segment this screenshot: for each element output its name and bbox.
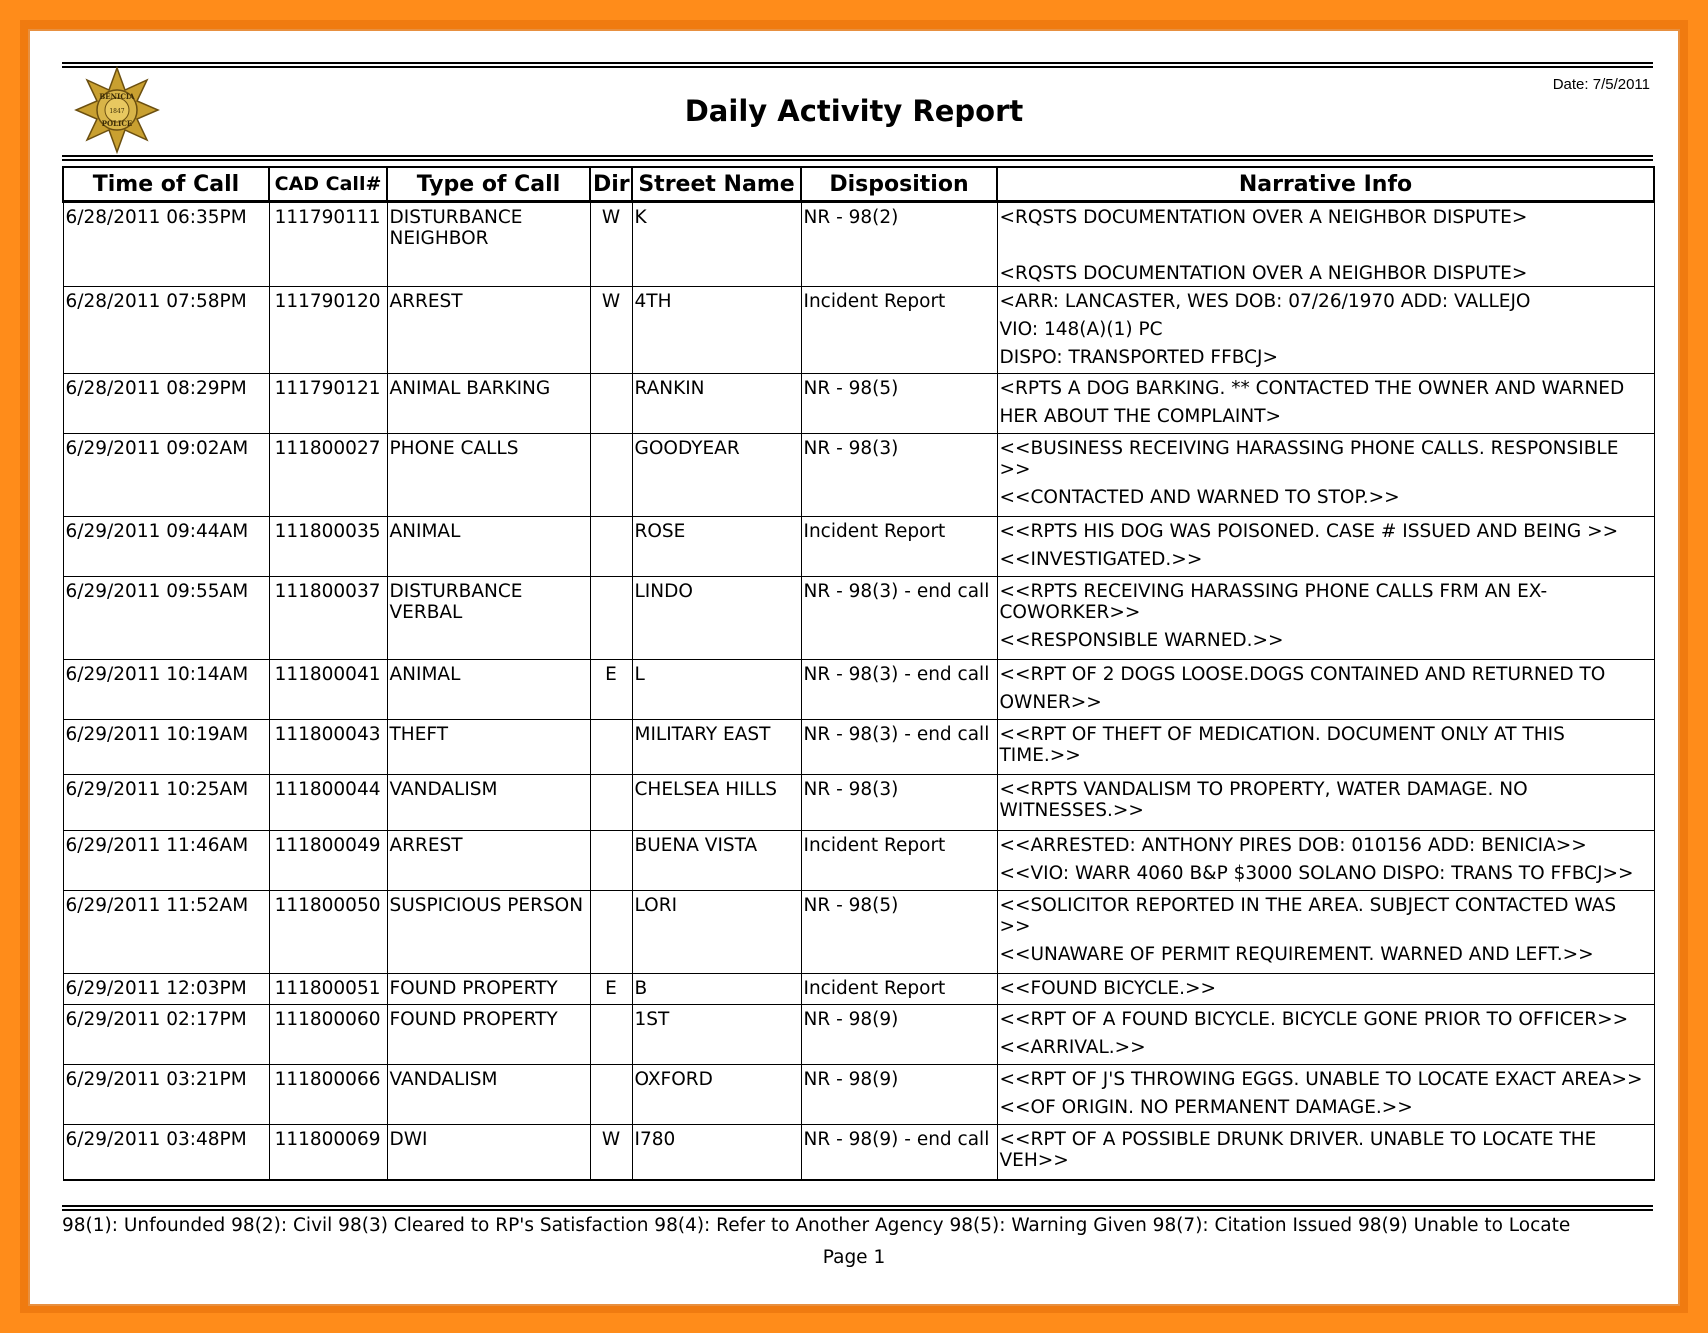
narrative-cell bbox=[997, 974, 1654, 1005]
time-cell: 6/29/2011 03:21PM bbox=[63, 1065, 269, 1125]
direction-cell: E bbox=[590, 660, 632, 720]
table-row bbox=[63, 775, 1654, 831]
narrative-line: VIO: 148(A)(1) PC bbox=[999, 319, 1163, 340]
call-type-cell: SUSPICIOUS PERSON bbox=[387, 891, 590, 974]
narrative-cell bbox=[997, 434, 1654, 517]
street-name-cell: ROSE bbox=[632, 517, 801, 577]
narrative-cell bbox=[997, 1125, 1654, 1180]
narrative-cell bbox=[997, 202, 1654, 287]
narrative-line: <<RPTS VANDALISM TO PROPERTY, WATER DAMAGE. NO WITNESSES.>> bbox=[999, 779, 1528, 821]
table-row bbox=[63, 374, 1654, 434]
cad-call-cell: 111800044 bbox=[269, 775, 387, 831]
narrative-cell bbox=[997, 577, 1654, 660]
disposition-cell: NR - 98(2) bbox=[801, 202, 997, 287]
narrative-cell bbox=[997, 720, 1654, 775]
street-name-cell: L bbox=[632, 660, 801, 720]
table-row bbox=[63, 577, 1654, 660]
narrative-line: <<RPT OF THEFT OF MEDICATION. DOCUMENT ONLY AT THIS TIME.>> bbox=[999, 724, 1565, 766]
narrative-line: <<RPT OF J'S THROWING EGGS. UNABLE TO LOCATE EXACT AREA>> bbox=[999, 1069, 1643, 1090]
cad-call-cell: 111800037 bbox=[269, 577, 387, 660]
time-cell: 6/28/2011 06:35PM bbox=[63, 202, 269, 287]
cad-call-cell: 111800043 bbox=[269, 720, 387, 775]
table-row bbox=[63, 831, 1654, 891]
narrative-line: <<RPT OF A FOUND BICYCLE. BICYCLE GONE PRIOR TO OFFICER>> bbox=[999, 1009, 1629, 1030]
time-cell: 6/29/2011 09:44AM bbox=[63, 517, 269, 577]
street-name-cell: GOODYEAR bbox=[632, 434, 801, 517]
disposition-cell: NR - 98(3) - end call bbox=[801, 720, 997, 775]
disposition-cell: Incident Report bbox=[801, 831, 997, 891]
cad-call-cell: 111800027 bbox=[269, 434, 387, 517]
table-header-row bbox=[63, 167, 1654, 202]
table-row bbox=[63, 720, 1654, 775]
narrative-line: DISPO: TRANSPORTED FFBCJ> bbox=[999, 347, 1278, 368]
disposition-cell: NR - 98(3) bbox=[801, 775, 997, 831]
call-type-cell: ANIMAL BARKING bbox=[387, 374, 590, 434]
call-type-cell: VANDALISM bbox=[387, 1065, 590, 1125]
badge-year-text: 1847 bbox=[109, 108, 125, 115]
call-type-cell: PHONE CALLS bbox=[387, 434, 590, 517]
narrative-line: <<ARRIVAL.>> bbox=[999, 1037, 1146, 1058]
column-header: Street Name bbox=[632, 167, 801, 202]
narrative-line: <RQSTS DOCUMENTATION OVER A NEIGHBOR DISPUTE> bbox=[999, 263, 1528, 284]
time-cell: 6/28/2011 07:58PM bbox=[63, 287, 269, 374]
column-header: Dir bbox=[590, 167, 632, 202]
narrative-line: <<RESPONSIBLE WARNED.>> bbox=[999, 630, 1284, 651]
call-type-cell: ARREST bbox=[387, 831, 590, 891]
report-title: Daily Activity Report bbox=[684, 94, 1024, 128]
narrative-line: <<RPT OF A POSSIBLE DRUNK DRIVER. UNABLE TO LOCATE THE VEH>> bbox=[999, 1129, 1597, 1171]
direction-cell bbox=[590, 1005, 632, 1065]
narrative-line: <<CONTACTED AND WARNED TO STOP.>> bbox=[999, 487, 1400, 508]
table-row bbox=[63, 287, 1654, 374]
street-name-cell: 1ST bbox=[632, 1005, 801, 1065]
narrative-cell bbox=[997, 660, 1654, 720]
street-name-cell: 4TH bbox=[632, 287, 801, 374]
narrative-line: <RPTS A DOG BARKING. ** CONTACTED THE OWNER AND WARNED bbox=[999, 378, 1625, 399]
narrative-cell bbox=[997, 287, 1654, 374]
narrative-line: <<ARRESTED: ANTHONY PIRES DOB: 010156 ADD: BENICIA>> bbox=[999, 835, 1587, 856]
direction-cell: W bbox=[590, 202, 632, 287]
disposition-cell: NR - 98(9) bbox=[801, 1065, 997, 1125]
page-number: Page 1 bbox=[822, 1247, 886, 1268]
call-type-cell: VANDALISM bbox=[387, 775, 590, 831]
street-name-cell: K bbox=[632, 202, 801, 287]
header-rule bbox=[62, 155, 1653, 161]
call-type-cell: FOUND PROPERTY bbox=[387, 1005, 590, 1065]
narrative-line: <ARR: LANCASTER, WES DOB: 07/26/1970 ADD: VALLEJO bbox=[999, 291, 1531, 312]
cad-call-cell: 111800069 bbox=[269, 1125, 387, 1180]
time-cell: 6/29/2011 11:52AM bbox=[63, 891, 269, 974]
narrative-cell bbox=[997, 831, 1654, 891]
direction-cell bbox=[590, 775, 632, 831]
disposition-cell: NR - 98(9) - end call bbox=[801, 1125, 997, 1180]
disposition-cell: Incident Report bbox=[801, 517, 997, 577]
column-header: Type of Call bbox=[387, 167, 590, 202]
street-name-cell: CHELSEA HILLS bbox=[632, 775, 801, 831]
direction-cell: E bbox=[590, 974, 632, 1005]
column-header: Narrative Info bbox=[997, 167, 1654, 202]
disposition-cell: NR - 98(9) bbox=[801, 1005, 997, 1065]
call-type-cell: DISTURBANCE NEIGHBOR bbox=[387, 202, 590, 287]
street-name-cell: LORI bbox=[632, 891, 801, 974]
direction-cell bbox=[590, 577, 632, 660]
narrative-cell bbox=[997, 775, 1654, 831]
disposition-cell: NR - 98(3) - end call bbox=[801, 577, 997, 660]
street-name-cell: I780 bbox=[632, 1125, 801, 1180]
cad-call-cell: 111790120 bbox=[269, 287, 387, 374]
column-header: Time of Call bbox=[63, 167, 269, 202]
narrative-line: <<UNAWARE OF PERMIT REQUIREMENT. WARNED AND LEFT.>> bbox=[999, 944, 1594, 965]
cad-call-cell: 111800050 bbox=[269, 891, 387, 974]
table-row bbox=[63, 1125, 1654, 1180]
table-row bbox=[63, 517, 1654, 577]
badge-top-text: BENICIA bbox=[99, 92, 135, 101]
narrative-cell bbox=[997, 1065, 1654, 1125]
time-cell: 6/29/2011 02:17PM bbox=[63, 1005, 269, 1065]
narrative-line: <<SOLICITOR REPORTED IN THE AREA. SUBJECT CONTACTED WAS >> bbox=[999, 895, 1617, 937]
direction-cell bbox=[590, 720, 632, 775]
direction-cell bbox=[590, 891, 632, 974]
narrative-cell bbox=[997, 374, 1654, 434]
narrative-line: <<OF ORIGIN. NO PERMANENT DAMAGE.>> bbox=[999, 1097, 1413, 1118]
column-header: Disposition bbox=[801, 167, 997, 202]
cad-call-cell: 111800060 bbox=[269, 1005, 387, 1065]
call-type-cell: DISTURBANCE VERBAL bbox=[387, 577, 590, 660]
narrative-line: <<FOUND BICYCLE.>> bbox=[999, 978, 1217, 999]
street-name-cell: B bbox=[632, 974, 801, 1005]
column-header: CAD Call# bbox=[269, 167, 387, 202]
table-row bbox=[63, 1065, 1654, 1125]
direction-cell bbox=[590, 517, 632, 577]
table-row bbox=[63, 974, 1654, 1005]
direction-cell: W bbox=[590, 1125, 632, 1180]
street-name-cell: OXFORD bbox=[632, 1065, 801, 1125]
street-name-cell: BUENA VISTA bbox=[632, 831, 801, 891]
footer-rule bbox=[62, 1205, 1653, 1211]
narrative-line bbox=[1000, 235, 1652, 256]
cad-call-cell: 111800041 bbox=[269, 660, 387, 720]
report-date: Date: 7/5/2011 bbox=[1552, 76, 1650, 93]
street-name-cell: MILITARY EAST bbox=[632, 720, 801, 775]
narrative-line: <<BUSINESS RECEIVING HARASSING PHONE CALLS. RESPONSIBLE >> bbox=[999, 438, 1619, 480]
disposition-legend: 98(1): Unfounded 98(2): Civil 98(3) Cleared to RP's Satisfaction 98(4): Refer to Another Agency 98(5): Warning Given 98(7): Citation Issued 98(9) Unable to Locate bbox=[62, 1215, 1571, 1236]
direction-cell bbox=[590, 434, 632, 517]
cad-call-cell: 111790111 bbox=[269, 202, 387, 287]
narrative-line: <<VIO: WARR 4060 B&P $3000 SOLANO DISPO: TRANS TO FFBCJ>> bbox=[999, 863, 1634, 884]
street-name-cell: RANKIN bbox=[632, 374, 801, 434]
call-type-cell: ANIMAL bbox=[387, 517, 590, 577]
call-type-cell: ANIMAL bbox=[387, 660, 590, 720]
narrative-line: <<RPTS RECEIVING HARASSING PHONE CALLS FRM AN EX-COWORKER>> bbox=[999, 581, 1548, 623]
disposition-cell: Incident Report bbox=[801, 287, 997, 374]
call-type-cell: THEFT bbox=[387, 720, 590, 775]
narrative-cell bbox=[997, 517, 1654, 577]
time-cell: 6/29/2011 09:02AM bbox=[63, 434, 269, 517]
table-row bbox=[63, 1005, 1654, 1065]
cad-call-cell: 111800066 bbox=[269, 1065, 387, 1125]
direction-cell bbox=[590, 374, 632, 434]
disposition-cell: NR - 98(5) bbox=[801, 891, 997, 974]
call-type-cell: FOUND PROPERTY bbox=[387, 974, 590, 1005]
narrative-line: <RQSTS DOCUMENTATION OVER A NEIGHBOR DISPUTE> bbox=[999, 207, 1528, 228]
call-type-cell: DWI bbox=[387, 1125, 590, 1180]
time-cell: 6/29/2011 10:25AM bbox=[63, 775, 269, 831]
disposition-cell: Incident Report bbox=[801, 974, 997, 1005]
disposition-cell: NR - 98(3) bbox=[801, 434, 997, 517]
table-row bbox=[63, 434, 1654, 517]
narrative-line: HER ABOUT THE COMPLAINT> bbox=[999, 406, 1282, 427]
time-cell: 6/29/2011 10:14AM bbox=[63, 660, 269, 720]
narrative-cell bbox=[997, 1005, 1654, 1065]
narrative-line: <<INVESTIGATED.>> bbox=[999, 549, 1203, 570]
time-cell: 6/29/2011 09:55AM bbox=[63, 577, 269, 660]
table-row bbox=[63, 891, 1654, 974]
direction-cell bbox=[590, 1065, 632, 1125]
narrative-line: OWNER>> bbox=[999, 692, 1102, 713]
time-cell: 6/29/2011 12:03PM bbox=[63, 974, 269, 1005]
street-name-cell: LINDO bbox=[632, 577, 801, 660]
cad-call-cell: 111800049 bbox=[269, 831, 387, 891]
cad-call-cell: 111800051 bbox=[269, 974, 387, 1005]
disposition-cell: NR - 98(3) - end call bbox=[801, 660, 997, 720]
table-row bbox=[63, 202, 1654, 287]
narrative-cell bbox=[997, 891, 1654, 974]
cad-call-cell: 111790121 bbox=[269, 374, 387, 434]
narrative-line: <<RPTS HIS DOG WAS POISONED. CASE # ISSUED AND BEING >> bbox=[999, 521, 1619, 542]
badge-bottom-text: POLICE bbox=[101, 119, 133, 128]
disposition-cell: NR - 98(5) bbox=[801, 374, 997, 434]
time-cell: 6/29/2011 11:46AM bbox=[63, 831, 269, 891]
table-row bbox=[63, 660, 1654, 720]
top-rule bbox=[62, 62, 1653, 68]
direction-cell: W bbox=[590, 287, 632, 374]
time-cell: 6/29/2011 10:19AM bbox=[63, 720, 269, 775]
time-cell: 6/28/2011 08:29PM bbox=[63, 374, 269, 434]
time-cell: 6/29/2011 03:48PM bbox=[63, 1125, 269, 1180]
cad-call-cell: 111800035 bbox=[269, 517, 387, 577]
direction-cell bbox=[590, 831, 632, 891]
narrative-line: <<RPT OF 2 DOGS LOOSE.DOGS CONTAINED AND RETURNED TO bbox=[999, 664, 1606, 685]
call-type-cell: ARREST bbox=[387, 287, 590, 374]
activity-table bbox=[62, 166, 1655, 1181]
